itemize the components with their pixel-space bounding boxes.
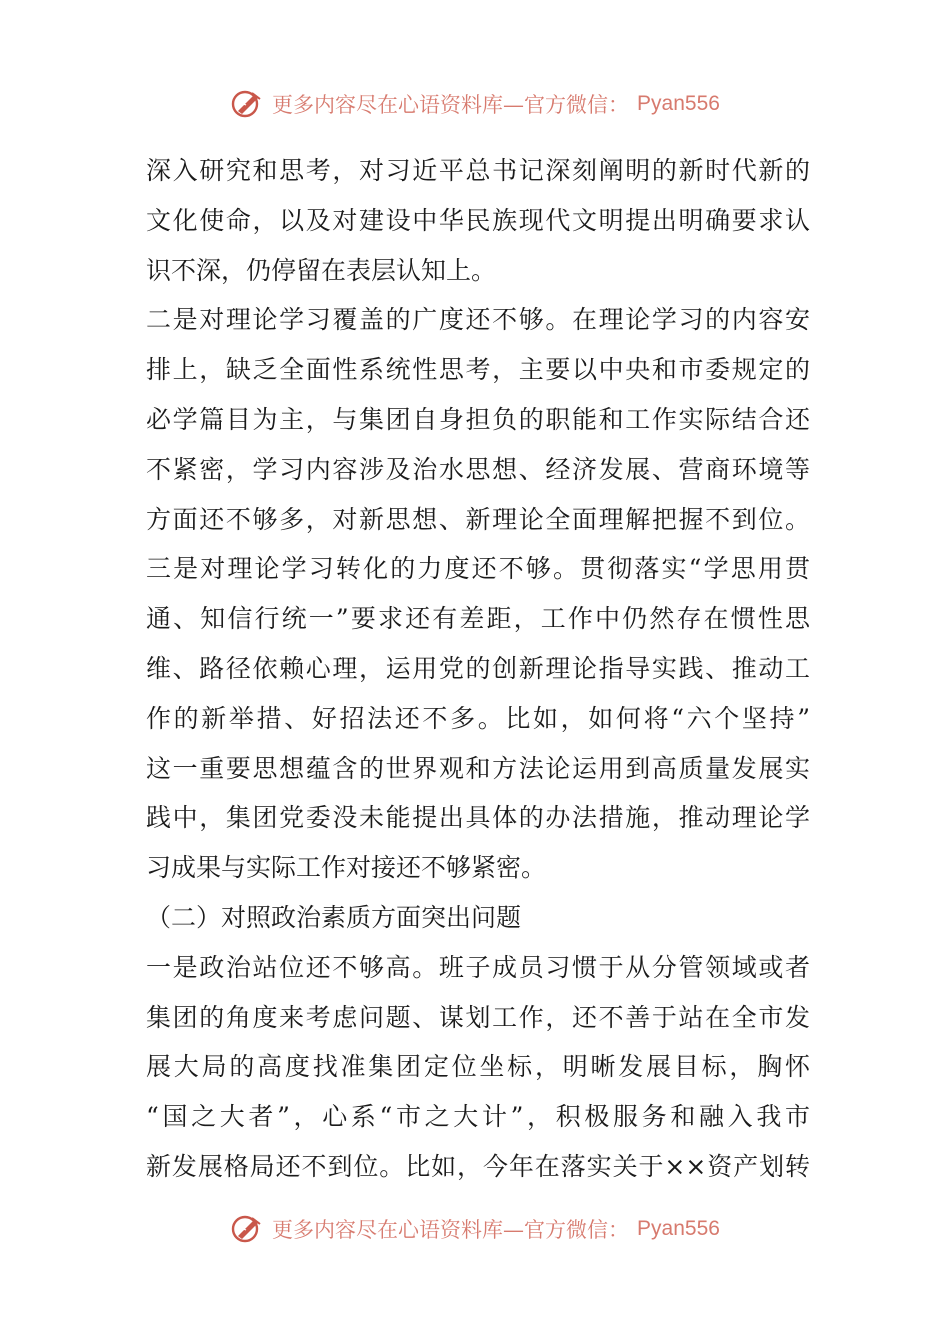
text-line: 排上，缺乏全面性系统性思考，主要以中央和市委规定的 <box>146 355 810 385</box>
text-line: 识不深，仍停留在表层认知上。 <box>146 255 497 285</box>
text-line: 深入研究和思考，对习近平总书记深刻阐明的新时代新的 <box>146 156 810 185</box>
text-line: 习成果与实际工作对接还不够紧密。 <box>146 853 547 883</box>
watermark-text: 更多内容尽在心语资料库—官方微信： <box>272 1218 630 1242</box>
text-line: 一是政治站位还不够高。班子成员习惯于从分管领域或者 <box>146 952 810 982</box>
watermark-wechat-id: Pyan556 <box>637 1217 720 1240</box>
watermark-wechat-id: Pyan556 <box>637 92 720 115</box>
text-line: 文化使命，以及对建设中华民族现代文明提出明确要求认 <box>146 205 810 235</box>
text-line: 二是对理论学习覆盖的广度还不够。在理论学习的内容安 <box>146 305 810 335</box>
pen-seal-logo-icon <box>230 1212 264 1246</box>
text-line: 集团的角度来考虑问题、谋划工作，还不善于站在全市发 <box>146 1002 810 1032</box>
text-line: （二）对照政治素质方面突出问题 <box>146 902 522 932</box>
text-line: 作的新举措、好招法还不多。比如，如何将“六个坚持” <box>146 703 810 733</box>
text-line: 维、路径依赖心理，运用党的创新理论指导实践、推动工 <box>146 653 810 683</box>
text-line: 践中，集团党委没未能提出具体的办法措施，推动理论学 <box>146 803 810 833</box>
text-line: 方面还不够多，对新思想、新理论全面理解把握不到位。 <box>146 504 810 534</box>
watermark-header <box>0 84 950 124</box>
text-line: 这一重要思想蕴含的世界观和方法论运用到高质量发展实 <box>146 753 810 783</box>
watermark-footer <box>0 1209 950 1249</box>
text-line: 通、知信行统一”要求还有差距，工作中仍然存在惯性思 <box>146 604 810 634</box>
text-line: 不紧密，学习内容涉及治水思想、经济发展、营商环境等 <box>146 454 810 484</box>
text-line: “国之大者”，心系“市之大计”，积极服务和融入我市 <box>146 1102 810 1132</box>
text-line: 三是对理论学习转化的力度还不够。贯彻落实“学思用贯 <box>146 554 810 584</box>
watermark-text: 更多内容尽在心语资料库—官方微信： <box>272 93 630 117</box>
text-line: 必学篇目为主，与集团自身担负的职能和工作实际结合还 <box>146 404 810 434</box>
text-line: 新发展格局还不到位。比如，今年在落实关于××资产划转 <box>146 1151 810 1181</box>
pen-seal-logo-icon <box>230 87 264 121</box>
text-line: 展大局的高度找准集团定位坐标，明晰发展目标，胸怀 <box>146 1052 810 1082</box>
document-body <box>146 146 810 1192</box>
